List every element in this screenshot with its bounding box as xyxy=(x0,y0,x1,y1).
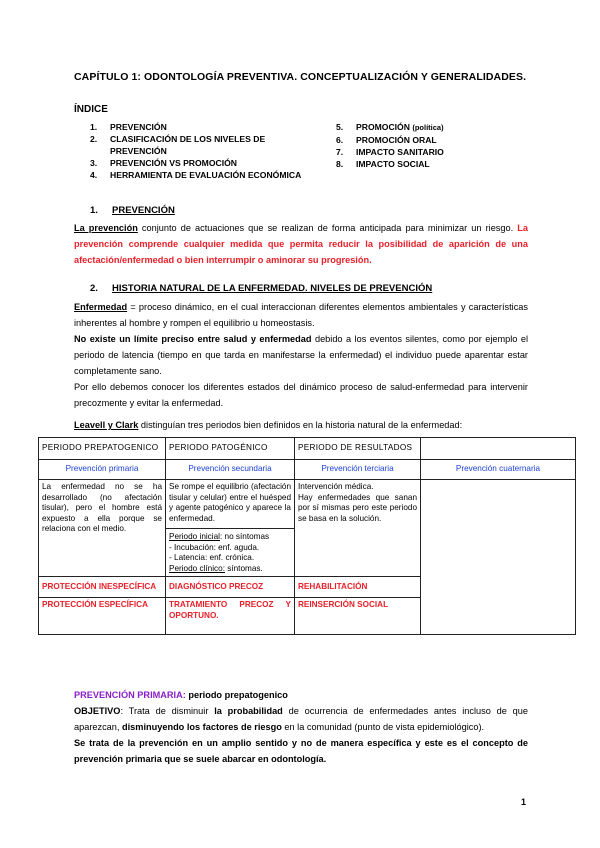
chapter-title: CAPÍTULO 1: ODONTOLOGÍA PREVENTIVA. CONCEPTUALIZACIÓN Y GENERALIDADES. xyxy=(74,71,527,83)
term-enfermedad: Enfermedad xyxy=(74,302,128,312)
header-prepatogenico: PERIODO PREPATOGENICO xyxy=(39,438,166,460)
patogenico-subperiods: Periodo inicial: no síntomas - Incubación: enf. aguda. - Latencia: enf. crónica. Periodo clínico: síntomas. xyxy=(166,528,294,574)
index-item[interactable]: 1. PREVENCIÓN xyxy=(90,122,167,132)
term-prevencion: La prevención xyxy=(74,223,138,233)
index-item[interactable]: 2. CLASIFICACIÓN DE LOS NIVELES DE xyxy=(90,134,266,144)
proteccion-inespecifica: PROTECCIÓN INESPECÍFICA xyxy=(39,577,166,598)
section-heading-2: 2. HISTORIA NATURAL DE LA ENFERMEDAD. NIVELES DE PREVENCIÓN xyxy=(90,283,433,294)
rehabilitacion: REHABILITACIÓN xyxy=(295,577,421,598)
prevencion-cuaternaria: Prevención cuaternaria xyxy=(421,460,576,480)
resultados-description: Intervención médica. Hay enfermedades que sanan por sí mismas pero este periodo se basa en la solución. xyxy=(295,480,421,577)
index-item[interactable]: 7. IMPACTO SANITARIO xyxy=(336,147,444,157)
tratamiento-precoz: TRATAMIENTO PRECOZ Y OPORTUNO. xyxy=(166,598,295,635)
primary-prevention-section: PREVENCIÓN PRIMARIA: periodo prepatogenico OBJETIVO: Trata de disminuir la probabilidad de ocurrencia de enfermedades antes incluso de que aparezcan, disminuyendo los factores de riesgo en la comunidad (punto de vista epidemiológico). Se trata de la prevención en un amplio sentido y no de manera específica y este es el concepto de prevención primaria que se suele abarcar en odontología. xyxy=(74,690,528,764)
leavell-clark-line: Leavell y Clark distinguían tres periodos bien definidos en la historia natural de la enfermedad: xyxy=(74,420,463,430)
table-header-row xyxy=(39,438,576,460)
header-empty xyxy=(421,438,576,460)
reinsercion-social: REINSERCIÓN SOCIAL xyxy=(295,598,421,635)
prevention-level-row xyxy=(39,460,576,480)
index-heading: ÍNDICE xyxy=(74,104,108,115)
primary-label: PREVENCIÓN PRIMARIA: xyxy=(74,690,186,700)
index-left-column xyxy=(90,121,301,181)
prevencion-primaria: Prevención primaria xyxy=(39,460,166,480)
index-item[interactable]: 3. PREVENCIÓN VS PROMOCIÓN xyxy=(90,158,238,168)
index-item[interactable]: 4. HERRAMIENTA DE EVALUACIÓN ECONÓMICA xyxy=(90,170,302,180)
prevention-levels-table xyxy=(38,437,576,635)
section1-paragraph: La prevención conjunto de actuaciones que se realizan de forma anticipada para minimizar un riesgo. La prevención comprende cualquier medida que permita reducir la posibilidad de aparición de una afectación/enfermedad o bien interrumpir o aminorar su progresión. xyxy=(74,223,529,265)
proteccion-especifica: PROTECCIÓN ESPECÍFICA xyxy=(39,598,166,635)
section2-paragraphs: Enfermedad = proceso dinámico, en el cual interaccionan diferentes elementos ambientales y características inherentes al hombre y rompen el equilibrio u homeostasis. No existe un límite preciso entre salud y enfermedad debido a los eventos silentes, como por ejemplo el periodo de latencia (tiempo en que tarda en manifestarse la enfermedad) el individuo puede aparentar estar completamente sano. Por ello debemos conocer los diferentes estados del dinámico proceso de salud-enfermedad para intervenir precozmente y evitar la enfermedad. xyxy=(74,302,528,408)
diagnostico-precoz: DIAGNÓSTICO PRECOZ xyxy=(166,577,295,598)
index-item[interactable]: 5. PROMOCIÓN (política) xyxy=(336,122,444,132)
index-right-column xyxy=(336,121,444,170)
cuaternaria-empty-cell xyxy=(421,480,576,635)
description-row xyxy=(39,480,576,577)
prepatogenico-description: La enfermedad no se ha desarrollado (no afectación tisular), pero el hombre está expuesto a ella porque se relaciona con el medio. xyxy=(39,480,166,577)
index-item[interactable]: 6. PROMOCIÓN ORAL xyxy=(336,135,437,145)
section-heading-1: 1. PREVENCIÓN xyxy=(90,205,175,216)
prevencion-terciaria: Prevención terciaria xyxy=(295,460,421,480)
page-number: 1 xyxy=(521,797,527,807)
header-patogenico: PERIODO PATOGÉNICO xyxy=(166,438,295,460)
index-item-continuation: PREVENCIÓN xyxy=(110,146,167,156)
prevencion-secundaria: Prevención secundaria xyxy=(166,460,295,480)
patogenico-description: Se rompe el equilibrio (afectación tisular y celular) entre el huésped y agente patogénico y aparece la enfermedad. Periodo inicial: no síntomas - Incubación: enf. aguda. - Latencia: enf. crónica. Periodo clínico: síntomas. xyxy=(166,480,295,577)
header-resultados: PERIODO DE RESULTADOS xyxy=(295,438,421,460)
index-item[interactable]: 8. IMPACTO SOCIAL xyxy=(336,159,430,169)
